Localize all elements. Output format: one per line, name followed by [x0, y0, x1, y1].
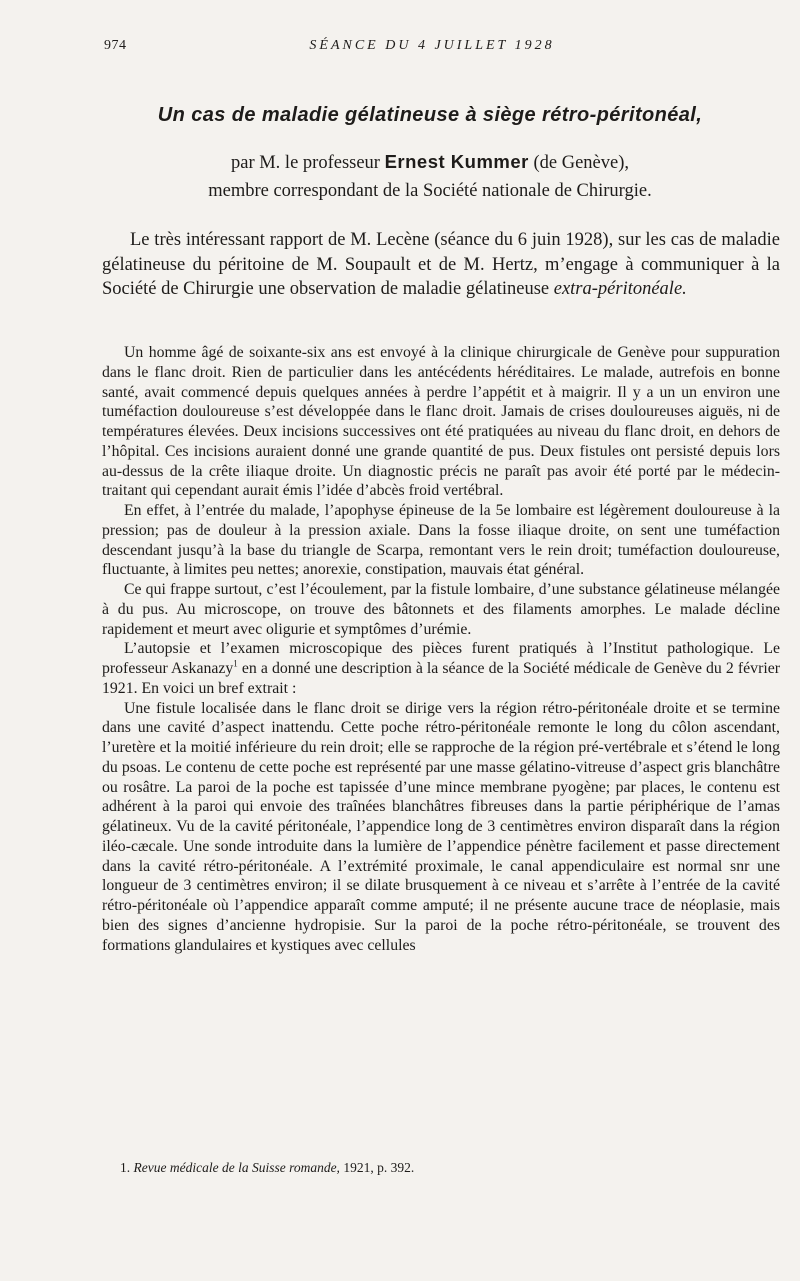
paragraph-autopsy-extract: Une fistule localisée dans le flanc droit se dirige vers la région rétro-péritonéale droite et se termine dans une cavité d’aspect inattendu. Cette poche rétro-péritonéale remonte le long du côlon ascendant, l’uretère et la moitié inférieure du rein droit; elle se rapproche de la région pré-vertébrale et s’étend le long du psoas. Le contenu de cette poche est représenté par une masse gélatino-vitreuse d’aspect gris blanchâtre ou rosâtre. La paroi de la poche est tapissée d’une mince membrane pyogène; par places, le contenu est adhérent à la paroi qui envoie des traînées blanchâtres fibreuses dans la partie périphérique de l’amas gélatineux. Vu de la cavité péritonéale, l’appendice long de 3 centimètres environ disparaît dans la région iléo-cæcale. Une sonde introduite dans la lumière de l’appendice pénètre facilement et passe directement dans la cavité rétro-péritonéale. A l’extrémité proximale, le canal appendiculaire est normal snr une longueur de 3 centimètres environ; il se dilate brusquement à ce niveau et s’arrête à l’entrée de la cavité rétro-péritonéale où l’appendice apparaît comme amputé; il ne présente aucune trace de néoplasie, mais bien des signes d’ancienne hydropisie. Sur la paroi de la poche rétro-péritonéale, se trouvent des formations glandulaires et kystiques avec cellules	[102, 699, 780, 954]
autopsy-text-continued: en a donné une description à la séance de la Société médicale de Genève du 2 février 1921. En voici un bref extrait :	[102, 660, 780, 697]
footnote-reference[interactable]: 1	[233, 658, 238, 669]
intro-paragraph	[102, 228, 780, 302]
intro-text: Le très intéressant rapport de M. Lecène (séance du 6 juin 1928), sur les cas de maladie gélatineuse du péritoine de M. Soupault et de M. Hertz, m’engage à communiquer à la Société de Chirurgie une observation de maladie gélatineuse	[102, 230, 780, 300]
author-affiliation: membre correspondant de la Société nationale de Chirurgie.	[208, 181, 652, 201]
intro-emphasis: extra-péritonéale.	[553, 279, 687, 300]
paragraph-examination: En effet, à l’entrée du malade, l’apophyse épineuse de la 5e lombaire est légèrement douloureuse à la pression; pas de douleur à la pression axiale. Dans la fosse iliaque droite, on sent une tuméfaction descendant jusqu’à la base du triangle de Scarpa, remontant vers le rein droit; tuméfaction douloureuse, fluctuante, à limites peu nettes; anorexie, constipation, mauvais état général.	[102, 502, 780, 579]
case-report	[102, 343, 780, 955]
paragraph-evolution: Ce qui frappe surtout, c’est l’écoulement, par la fistule lombaire, d’une substance gélatineuse mélangée à du pus. Au microscope, on trouve des bâtonnets et des filaments amorphes. Le malade décline rapidement et meurt avec oligurie et symptômes d’urémie.	[102, 581, 780, 638]
article-title: Un cas de maladie gélatineuse à siège rétro-péritonéal,	[157, 104, 703, 126]
running-head	[104, 38, 760, 60]
byline-prefix: par M. le professeur	[230, 153, 380, 173]
footnote	[120, 1160, 760, 1176]
page-number: 974	[104, 38, 127, 53]
running-title: SÉANCE DU 4 JUILLET 1928	[309, 38, 555, 53]
paragraph-autopsy	[102, 639, 780, 698]
footnote-source: Revue médicale de la Suisse romande,	[133, 1160, 340, 1175]
byline	[100, 148, 760, 205]
paragraph-history: Un homme âgé de soixante-six ans est envoyé à la clinique chirurgicale de Genève pour suppuration dans le flanc droit. Rien de particulier dans les antécédents héréditaires. Le malade, autrefois en bonne santé, avait commencé depuis quelques années à perdre l’appétit et à maigrir. Il y a un un environ une tuméfaction douloureuse s’est développée dans le flanc droit. Jamais de crises douloureuses aiguës, ni de températures élevées. Deux incisions successives ont été pratiquées au niveau du flanc droit, en dehors de l’hôpital. Ces incisions auraient donné une grande quantité de pus. Deux fistules ont persisté depuis lors au-dessus de la crête iliaque droite. Un diagnostic précis ne paraît pas avoir été porté par le médecin-traitant qui cependant aurait émis l’idée d’abcès froid vertébral.	[102, 344, 780, 500]
author-origin: (de Genève),	[533, 153, 630, 173]
footnote-details: 1921, p. 392.	[343, 1160, 415, 1175]
footnote-number: 1.	[120, 1160, 131, 1175]
author-line	[100, 148, 760, 177]
autopsy-text: L’autopsie et l’examen microscopique des pièces furent pratiqués à l’Institut pathologique. Le professeur Askanazy	[102, 640, 780, 677]
author-name: Ernest Kummer	[384, 151, 529, 172]
